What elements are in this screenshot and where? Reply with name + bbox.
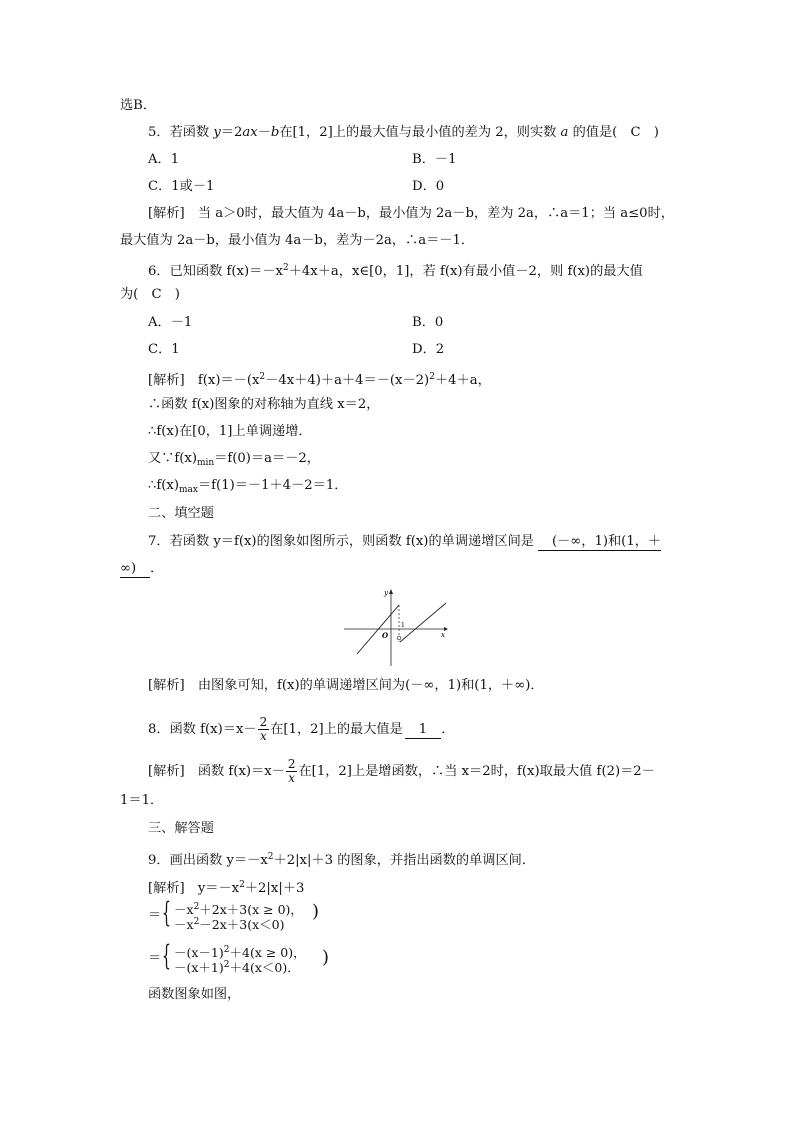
solution-line: ∴函数 f(x)图象的对称轴为直线 x＝2，: [148, 397, 380, 412]
left-brace: {: [162, 896, 171, 929]
question-8: 8．函数 f(x)＝x－ $\frac{2}{x}$ 在[1，2]上的最大值是 1 ．: [148, 715, 455, 743]
equals-sign: ＝: [148, 951, 162, 966]
x-axis-label: x: [441, 631, 445, 639]
question-6: 6．已知函数 $f(x)=-x^2+4x+a$，x∈[0，1]，若 f(x)有最小值－2，则 f(x)的最大值: [148, 263, 643, 279]
y-axis-label: y: [384, 589, 388, 597]
solution-line: 1＝1．: [120, 793, 164, 808]
question-7-cont: ∞) ．: [120, 561, 164, 576]
right-paren: ): [322, 947, 330, 968]
question-7: 7．若函数 y＝f(x)的图象如图所示，则函数 f(x)的单调递增区间是 (－∞，1)和(1，＋: [148, 534, 662, 549]
right-paren: ): [312, 901, 320, 922]
text-line: 选B．: [120, 98, 157, 113]
piece-line: $-x^2-2x+3(x<0)$: [174, 917, 285, 932]
option-b: B．－1: [412, 152, 457, 167]
question-6-cont: 为( C ): [120, 287, 180, 302]
piece-line: $-x^2+2x+3(x \ge 0)$，: [174, 902, 303, 917]
option-d: D．2: [412, 342, 445, 357]
solution-line: [解析] 当 a＞0时，最大值为 4a－b，最小值为 2a－b，差为 2a，∴a＝1；当 a≤0时，: [148, 206, 674, 221]
option-a: A．－1: [148, 315, 193, 330]
question-9: 9．画出函数 $y=-x^2+2|x|+3$ 的图象，并指出函数的单调区间．: [148, 852, 536, 868]
solution-line: [解析] $y=-x^2+2|x|+3$: [148, 880, 305, 896]
solution-line: 最大值为 2a－b，最小值为 4a－b，差为－2a，∴a＝－1．: [120, 233, 475, 248]
answer-blank: 1: [405, 722, 441, 739]
option-d: D．0: [412, 179, 445, 194]
piece-line: $-(x+1)^2+4(x<0)$．: [174, 960, 300, 975]
origin-label: O: [382, 631, 389, 640]
solution-line: [解析] $f(x)=-(x^2-4x+4)+a+4=-(x-2)^2+4+a$，: [148, 372, 491, 388]
solution-line: ∴f(x)在[0，1]上单调递增．: [148, 424, 312, 439]
option-a: A．1: [148, 152, 180, 167]
section-heading: 三、解答题: [148, 821, 214, 836]
solution-line: [解析] 由图象可知，f(x)的单调递增区间为(－∞，1)和(1，＋∞)．: [148, 678, 544, 693]
option-c: C．1或－1: [148, 179, 215, 194]
solution-line: [解析] 函数 f(x)＝x－ $\frac{2}{x}$ 在[1，2]上是增函数，∴当 x＝2时，f(x)取最大值 f(2)＝2－: [148, 757, 655, 785]
piece-line: $-(x-1)^2+4(x \ge 0)$，: [174, 945, 306, 960]
equals-sign: ＝: [148, 908, 162, 923]
tick-label: 1: [401, 622, 405, 629]
question-5: 5．若函数 y＝2ax－b在[1，2]上的最大值与最小值的差为 2，则实数 a 的值是( C ): [148, 125, 659, 140]
solution-line: 又$\because f(x)_{min}=f(0)=a=-2$，: [148, 451, 320, 468]
solution-line: $\therefore f(x)_{max}=f(1)=-1+4-2=1$．: [148, 478, 348, 495]
option-b: B．0: [412, 315, 444, 330]
section-heading: 二、填空题: [148, 506, 214, 521]
answer-blank: ∞): [120, 561, 150, 578]
text-line: 函数图象如图，: [148, 987, 241, 1002]
left-brace: {: [162, 939, 171, 972]
option-c: C．1: [148, 342, 180, 357]
answer-blank: (－∞，1)和(1，＋: [538, 534, 661, 551]
function-graph: [340, 584, 452, 668]
